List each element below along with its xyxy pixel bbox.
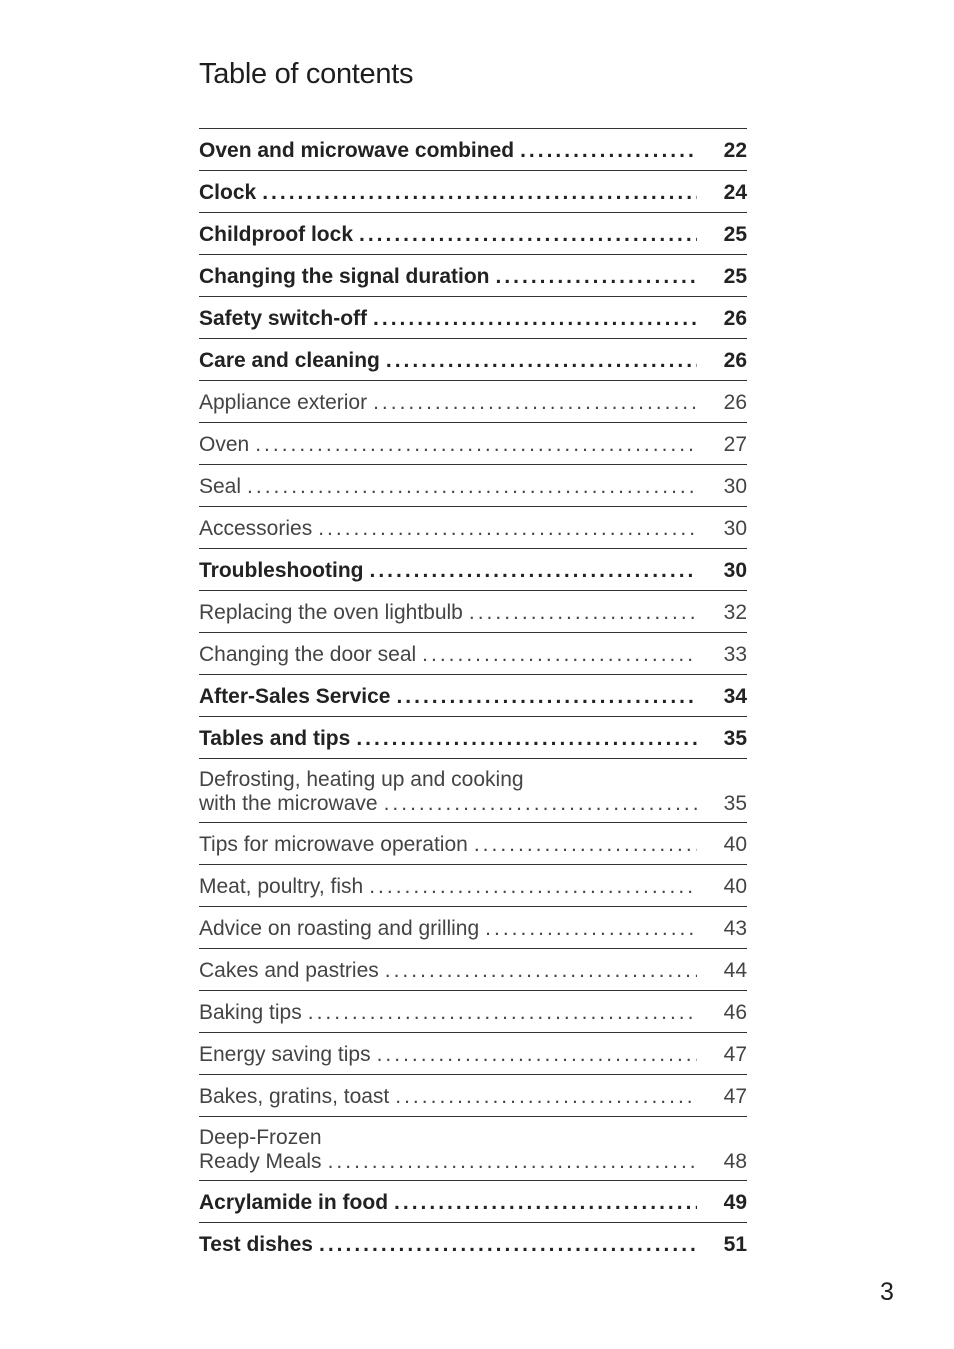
dot-leader	[318, 517, 697, 541]
dot-leader	[474, 833, 697, 857]
dot-leader	[247, 475, 697, 499]
dot-leader	[255, 433, 697, 457]
toc-entry-label: Replacing the oven lightbulb	[199, 601, 463, 624]
dot-leader	[369, 875, 697, 899]
dot-leader	[373, 391, 697, 415]
dot-leader	[369, 559, 697, 583]
dot-leader	[385, 959, 697, 983]
toc-entry[interactable]	[199, 297, 747, 339]
toc-entry-label: Clock	[199, 181, 257, 204]
dot-leader	[520, 139, 697, 163]
toc-entry[interactable]	[199, 423, 747, 465]
toc-entry[interactable]	[199, 129, 747, 171]
toc-entry-page: 40	[723, 875, 747, 898]
toc-entry-page: 44	[723, 959, 747, 982]
toc-entry-label: Acrylamide in food	[199, 1191, 389, 1214]
toc-entry-page: 35	[723, 792, 747, 815]
dot-leader	[394, 1191, 697, 1215]
toc-entry-page: 46	[723, 1001, 747, 1024]
dot-leader	[395, 1085, 697, 1109]
toc-entry[interactable]	[199, 381, 747, 423]
toc-entry-page: 49	[723, 1191, 747, 1214]
toc-entry[interactable]	[199, 465, 747, 507]
page-number: 3	[880, 1278, 894, 1306]
toc-entry-page: 51	[723, 1233, 747, 1256]
toc-entry[interactable]	[199, 675, 747, 717]
toc-entry-page: 30	[723, 559, 747, 582]
toc-entry[interactable]	[199, 633, 747, 675]
toc-entry[interactable]	[199, 339, 747, 381]
toc-entry-page: 34	[723, 685, 747, 708]
toc-entry[interactable]	[199, 759, 747, 823]
toc-entry-page: 25	[723, 265, 747, 288]
toc-entry-page: 47	[723, 1085, 747, 1108]
dot-leader	[396, 685, 697, 709]
toc-entry-label: Changing the signal duration	[199, 265, 490, 288]
dot-leader	[377, 1043, 697, 1067]
toc-entry-page: 27	[723, 433, 747, 456]
toc-entry[interactable]	[199, 171, 747, 213]
toc-entry-label: Oven	[199, 433, 250, 456]
toc-entry-label: Seal	[199, 475, 242, 498]
toc-entry-page: 33	[723, 643, 747, 666]
toc-entry-label: Advice on roasting and grilling	[199, 917, 480, 940]
toc-entry[interactable]	[199, 907, 747, 949]
toc-entry[interactable]	[199, 717, 747, 759]
toc-entry[interactable]	[199, 507, 747, 549]
toc-entry-page: 43	[723, 917, 747, 940]
dot-leader	[359, 223, 697, 247]
dot-leader	[308, 1001, 697, 1025]
dot-leader	[384, 792, 697, 816]
page-title: Table of contents	[199, 58, 414, 90]
toc-entry-label-line1: Deep-Frozen	[199, 1126, 322, 1149]
toc-entry-page: 47	[723, 1043, 747, 1066]
toc-entry-label: Care and cleaning	[199, 349, 380, 372]
toc-entry-page: 35	[723, 727, 747, 750]
toc-entry-page: 30	[723, 517, 747, 540]
dot-leader	[319, 1233, 697, 1257]
toc-entry-label: Bakes, gratins, toast	[199, 1085, 390, 1108]
toc-entry-label: Cakes and pastries	[199, 959, 379, 982]
toc-entry-label: Oven and microwave combined	[199, 139, 515, 162]
toc-entry-label: Changing the door seal	[199, 643, 417, 666]
toc-entry-label: Ready Meals	[199, 1150, 322, 1173]
toc-entry[interactable]	[199, 949, 747, 991]
toc-entry[interactable]	[199, 1033, 747, 1075]
toc-entry-page: 40	[723, 833, 747, 856]
toc-entry-label: Safety switch-off	[199, 307, 368, 330]
dot-leader	[356, 727, 697, 751]
toc-entry[interactable]	[199, 1117, 747, 1181]
toc-entry-page: 26	[723, 349, 747, 372]
toc-entry-page: 25	[723, 223, 747, 246]
toc-entry-page: 48	[723, 1150, 747, 1173]
toc-entry[interactable]	[199, 549, 747, 591]
toc-entry-label: Troubleshooting	[199, 559, 364, 582]
toc-entry-label: Appliance exterior	[199, 391, 368, 414]
toc-entry[interactable]	[199, 823, 747, 865]
toc-entry[interactable]	[199, 1075, 747, 1117]
toc-entry-label: Childproof lock	[199, 223, 353, 246]
toc-entry-label: Tips for microwave operation	[199, 833, 468, 856]
dot-leader	[485, 917, 697, 941]
dot-leader	[262, 181, 697, 205]
toc-entry[interactable]	[199, 1181, 747, 1223]
dot-leader	[328, 1150, 697, 1174]
toc-entry[interactable]	[199, 991, 747, 1033]
toc-entry-label: Meat, poultry, fish	[199, 875, 364, 898]
toc-entry[interactable]	[199, 255, 747, 297]
toc-entry-label: Energy saving tips	[199, 1043, 371, 1066]
toc-entry[interactable]	[199, 213, 747, 255]
toc-entry-page: 22	[723, 139, 747, 162]
toc-entry-label: Accessories	[199, 517, 313, 540]
dot-leader	[373, 307, 697, 331]
toc-entry[interactable]	[199, 1223, 747, 1265]
dot-leader	[386, 349, 697, 373]
toc-entry-page: 24	[723, 181, 747, 204]
toc-entry-page: 26	[723, 307, 747, 330]
dot-leader	[496, 265, 698, 289]
toc-entry-label: After-Sales Service	[199, 685, 391, 708]
toc-entry-label: Test dishes	[199, 1233, 313, 1256]
toc-entry-label-line1: Defrosting, heating up and cooking	[199, 768, 524, 791]
toc-entry-label: Tables and tips	[199, 727, 351, 750]
toc-entry-page: 30	[723, 475, 747, 498]
toc-entry[interactable]	[199, 865, 747, 907]
toc-list	[199, 128, 747, 1265]
toc-entry[interactable]	[199, 591, 747, 633]
toc-entry-label: Baking tips	[199, 1001, 302, 1024]
toc-entry-page: 26	[723, 391, 747, 414]
toc-entry-page: 32	[723, 601, 747, 624]
toc-entry-label: with the microwave	[199, 792, 378, 815]
dot-leader	[422, 643, 697, 667]
dot-leader	[469, 601, 697, 625]
